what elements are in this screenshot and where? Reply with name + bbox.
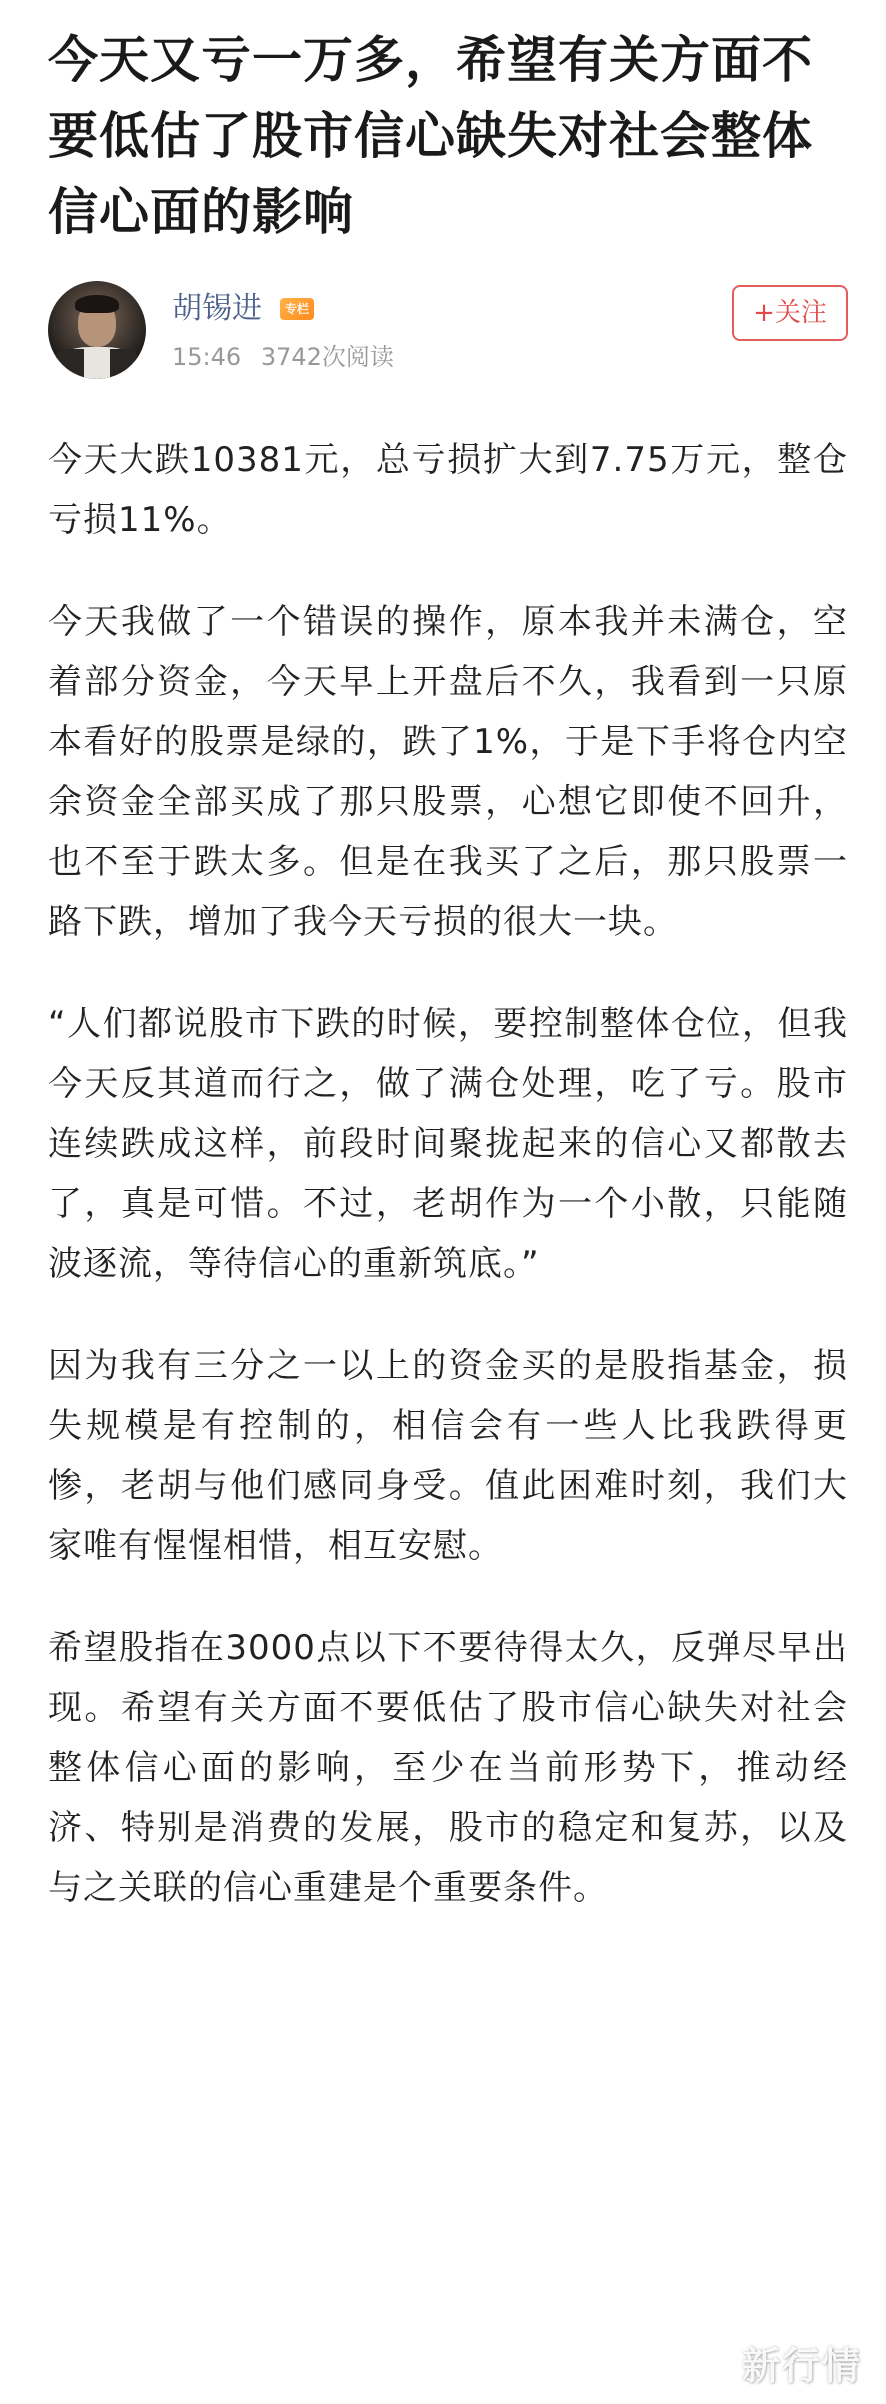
avatar-hair [75,295,119,313]
article-body [48,430,848,1960]
read-count: 3742次阅读 [260,343,394,371]
author-row [48,281,848,385]
article-paragraph: 今天大跌10381元，总亏损扩大到7.75万元，整仓亏损11%。 [48,440,848,540]
follow-button[interactable]: +关注 [732,285,848,341]
post-meta [172,341,394,373]
article-paragraph: 希望股指在3000点以下不要待得太久，反弹尽早出现。希望有关方面不要低估了股市信心缺失对社会整体信心面的影响，至少在当前形势下，推动经济、特别是消费的发展，股市的稳定和复苏，以及与之关联的信心重建是个重要条件。 [48,1628,848,1908]
column-badge: 专栏 [280,298,314,320]
post-time: 15:46 [172,343,242,371]
article-paragraph: “人们都说股市下跌的时候，要控制整体仓位，但我今天反其道而行之，做了满仓处理，吃了亏。股市连续跌成这样，前段时间聚拢起来的信心又都散去了，真是可惜。不过，老胡作为一个小散，只能随波逐流，等待信心的重新筑底。” [48,1004,848,1284]
avatar-jacket-left [54,349,84,379]
article-title: 今天又亏一万多，希望有关方面不要低估了股市信心缺失对社会整体信心面的影响 [48,31,813,241]
avatar-jacket-right [110,349,140,379]
article-paragraph: 今天我做了一个错误的操作，原本我并未满仓，空着部分资金，今天早上开盘后不久，我看到一只原本看好的股票是绿的，跌了1%，于是下手将仓内空余资金全部买成了那只股票，心想它即使不回升，也不至于跌太多。但是在我买了之后，那只股票一路下跌，增加了我今天亏损的很大一块。 [48,602,848,942]
author-avatar[interactable] [48,281,146,379]
author-name[interactable]: 胡锡进 [172,291,262,326]
site-watermark: 新行情 [741,2344,862,2388]
article-paragraph: 因为我有三分之一以上的资金买的是股指基金，损失规模是有控制的，相信会有一些人比我跌得更惨，老胡与他们感同身受。值此困难时刻，我们大家唯有惺惺相惜，相互安慰。 [48,1346,848,1566]
